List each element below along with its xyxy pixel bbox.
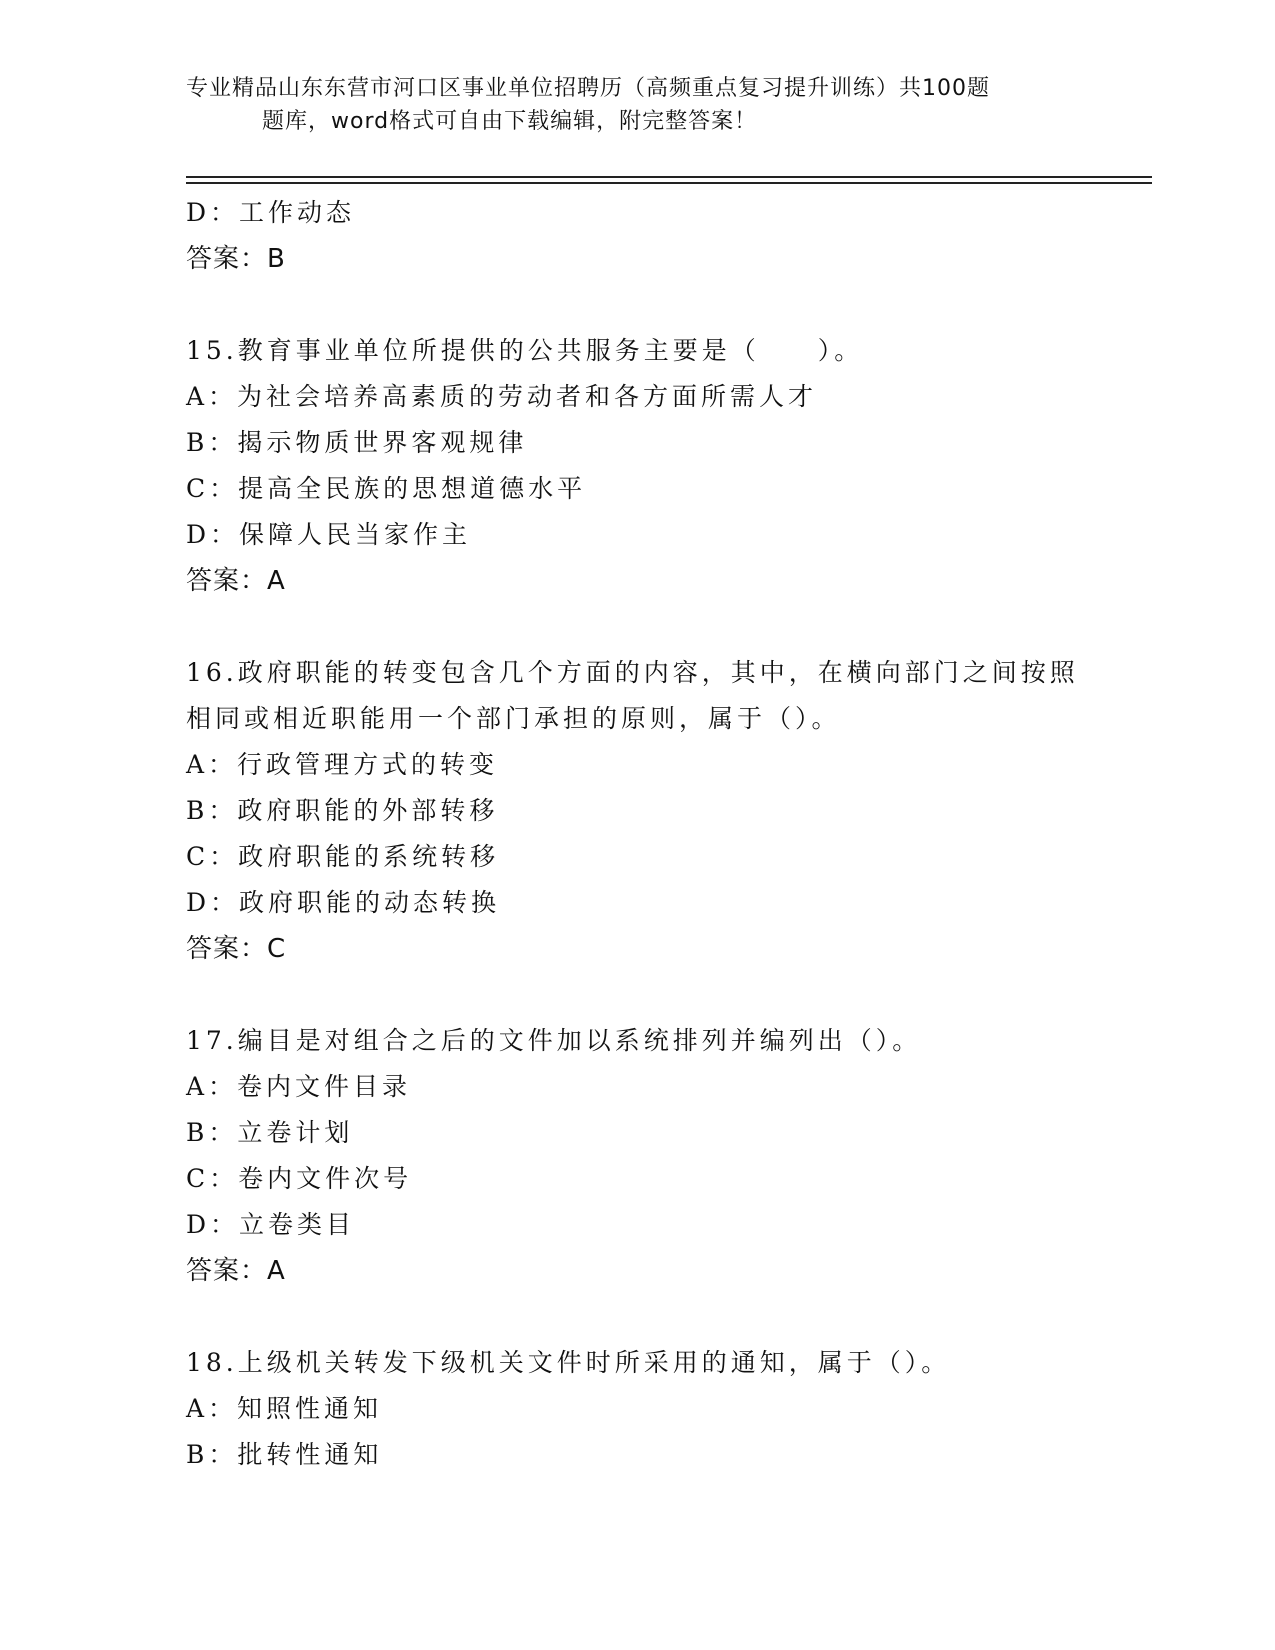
- option-a: A：卷内文件目录: [186, 1072, 412, 1101]
- option-b: B：立卷计划: [186, 1118, 354, 1147]
- answer: 答案：A: [186, 566, 286, 596]
- question-17: [186, 1018, 1086, 1294]
- option-d: D：保障人民当家作主: [186, 520, 472, 549]
- answer: 答案：A: [186, 1256, 286, 1286]
- header-rule-top: [186, 176, 1152, 178]
- question-stem: 17.编目是对组合之后的文件加以系统排列并编列出（）。: [186, 1026, 922, 1055]
- option-b: B：批转性通知: [186, 1440, 383, 1469]
- option-c: C：提高全民族的思想道德水平: [186, 474, 587, 503]
- option-a: A：知照性通知: [186, 1394, 383, 1423]
- question-stem: 18.上级机关转发下级机关文件时所采用的通知，属于（）。: [186, 1348, 951, 1377]
- question-15: [186, 328, 1086, 604]
- option-d: D：政府职能的动态转换: [186, 888, 501, 917]
- option-c: C：政府职能的系统转移: [186, 842, 500, 871]
- option-b: B：政府职能的外部转移: [186, 796, 499, 825]
- option-a: A：行政管理方式的转变: [186, 750, 499, 779]
- answer: 答案：C: [186, 934, 287, 964]
- header-line-2: 题库，word格式可自由下载编辑，附完整答案！: [262, 109, 758, 134]
- question-stem-cont: 相同或相近职能用一个部门承担的原则，属于（）。: [186, 704, 841, 733]
- header-line-1: 专业精品山东东营市河口区事业单位招聘历（高频重点复习提升训练）共100题: [186, 76, 990, 101]
- question-stem: 16.政府职能的转变包含几个方面的内容，其中，在横向部门之间按照: [186, 658, 1079, 687]
- option-b: B：揭示物质世界客观规律: [186, 428, 528, 457]
- document-header: [186, 72, 1086, 138]
- option-d: D：工作动态: [186, 198, 356, 227]
- question-stem: 15.教育事业单位所提供的公共服务主要是（ ）。: [186, 336, 864, 365]
- option-c: C：卷内文件次号: [186, 1164, 413, 1193]
- answer: 答案：B: [186, 244, 286, 274]
- option-a: A：为社会培养高素质的劳动者和各方面所需人才: [186, 382, 818, 411]
- question-18: [186, 1340, 1086, 1478]
- question-16: [186, 650, 1086, 972]
- option-d: D：立卷类目: [186, 1210, 356, 1239]
- question-list: [186, 190, 1086, 1478]
- header-rule-bottom: [186, 182, 1152, 184]
